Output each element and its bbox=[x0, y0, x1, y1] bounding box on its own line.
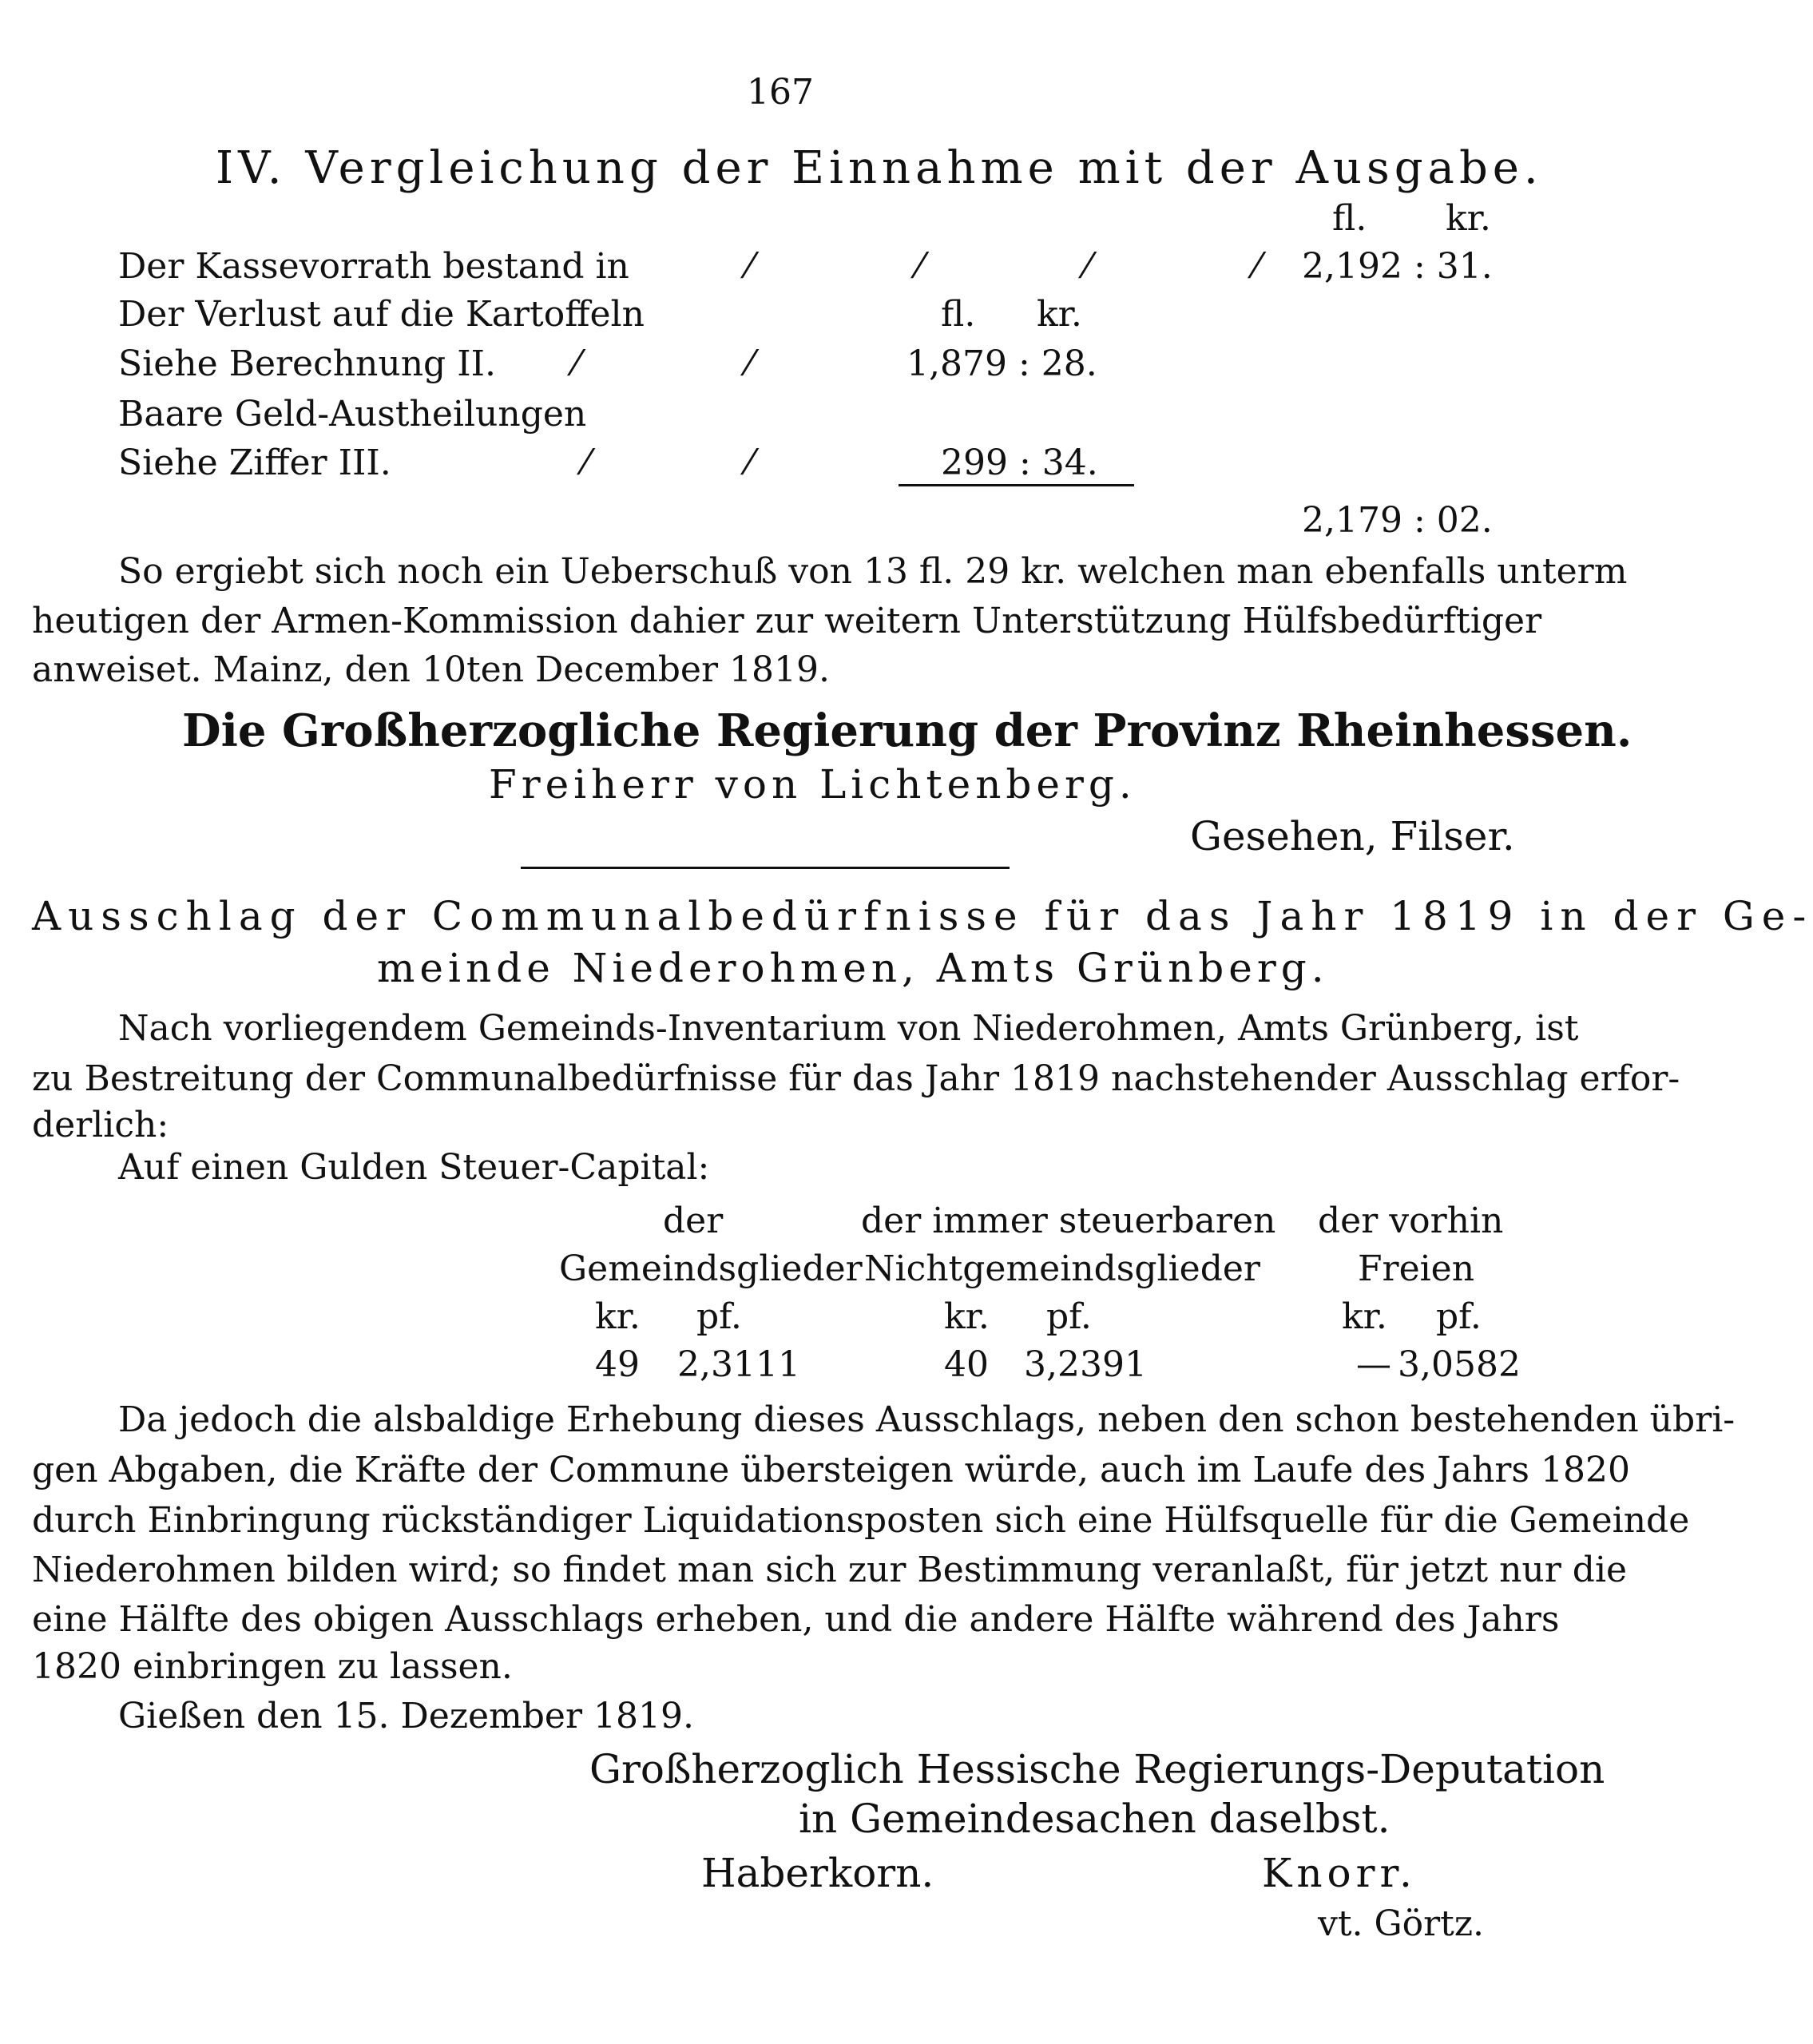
paragraph-line: 1820 einbringen zu lassen. bbox=[32, 1646, 513, 1687]
col-head-nichtgemeindsglieder-2: Nichtgemeindsglieder bbox=[864, 1248, 1260, 1289]
signer-goertz: vt. Görtz. bbox=[1318, 1903, 1485, 1944]
col-head-freien-2: Freien bbox=[1358, 1248, 1475, 1289]
line-berechnung: Siehe Berechnung II. bbox=[118, 343, 496, 384]
col-head-freien-1: der vorhin bbox=[1318, 1201, 1504, 1241]
signer-knorr: Knorr. bbox=[1262, 1850, 1417, 1896]
value-gemeindsglieder-kr: 49 bbox=[595, 1344, 640, 1385]
line-verlust: Der Verlust auf die Kartoffeln bbox=[118, 294, 645, 335]
unit-pf: pf. bbox=[1436, 1296, 1482, 1337]
paragraph-line: Niederohmen bilden wird; so findet man sich zur Bestimmung veranlaßt, für jetzt nur die bbox=[32, 1550, 1628, 1590]
column-header-fl: fl. bbox=[1332, 198, 1367, 239]
paragraph-line: zu Bestreitung der Communalbedürfnisse für das Jahr 1819 nachstehender Ausschlag erfor- bbox=[32, 1058, 1680, 1099]
dot-leader: ⁄ bbox=[1085, 246, 1091, 287]
paragraph-line: So ergiebt sich noch ein Ueberschuß von 13 fl. 29 kr. welchen man ebenfalls unterm bbox=[118, 551, 1628, 592]
unit-pf: pf. bbox=[1046, 1296, 1092, 1337]
amount-berechnung: 1,879 : 28. bbox=[906, 343, 1097, 384]
paragraph-line: durch Einbringung rückständiger Liquidationsposten sich eine Hülfsquelle für die Gemeinde bbox=[32, 1500, 1690, 1541]
line-geld-austheilungen: Baare Geld-Austheilungen bbox=[118, 394, 587, 435]
section-heading: IV. Vergleichung der Einnahme mit der Ausgabe. bbox=[216, 142, 1543, 194]
paragraph-line: eine Hälfte des obigen Ausschlags erheben, und die andere Hälfte während des Jahrs bbox=[32, 1599, 1560, 1640]
col-head-nichtgemeindsglieder-1: der immer steuerbaren bbox=[861, 1201, 1276, 1241]
unit-kr: kr. bbox=[944, 1296, 990, 1337]
col-head-gemeindsglieder-1: der bbox=[663, 1201, 724, 1241]
total-amount: 2,179 : 02. bbox=[1302, 500, 1493, 541]
dot-leader: ⁄ bbox=[917, 246, 923, 287]
value-gemeindsglieder-pf: 2,3111 bbox=[677, 1344, 800, 1385]
col-head-gemeindsglieder-2: Gemeindsglieder bbox=[559, 1248, 863, 1289]
value-freien-kr: — bbox=[1356, 1344, 1391, 1385]
unit-kr: kr. bbox=[1342, 1296, 1387, 1337]
paragraph-line: Da jedoch die alsbaldige Erhebung dieses Ausschlags, neben den schon bestehenden übri- bbox=[118, 1399, 1736, 1440]
paragraph-line: derlich: bbox=[32, 1105, 169, 1145]
dot-leader: ⁄ bbox=[747, 443, 753, 483]
sub-header-fl: fl. bbox=[941, 294, 976, 335]
value-freien-pf: 3,0582 bbox=[1398, 1344, 1521, 1385]
section-divider bbox=[521, 867, 1010, 869]
ausschlag-title: Ausschlag der Communalbedürfnisse für das Jahr 1819 in der Ge- bbox=[32, 893, 1813, 939]
place-date: Gießen den 15. Dezember 1819. bbox=[118, 1696, 694, 1736]
unit-kr: kr. bbox=[595, 1296, 641, 1337]
dot-leader: ⁄ bbox=[583, 443, 589, 483]
amount-kassevorrath: 2,192 : 31. bbox=[1302, 246, 1493, 287]
line-kassevorrath: Der Kassevorrath bestand in bbox=[118, 246, 629, 287]
paragraph-line: gen Abgaben, die Kräfte der Commune übersteigen würde, auch im Laufe des Jahrs 1820 bbox=[32, 1450, 1630, 1490]
sub-header-kr: kr. bbox=[1037, 294, 1082, 335]
dot-leader: ⁄ bbox=[747, 246, 753, 287]
value-nichtgemeindsglieder-kr: 40 bbox=[944, 1344, 989, 1385]
line-ziffer: Siehe Ziffer III. bbox=[118, 443, 391, 483]
dot-leader: ⁄ bbox=[1254, 246, 1260, 287]
paragraph-line: anweiset. Mainz, den 10ten December 1819. bbox=[32, 649, 830, 690]
authority-line: in Gemeindesachen daselbst. bbox=[799, 1796, 1390, 1842]
dot-leader: ⁄ bbox=[747, 343, 753, 384]
authority-name: Die Großherzogliche Regierung der Provinz Rheinhessen. bbox=[182, 704, 1632, 757]
page-number: 167 bbox=[747, 72, 814, 113]
column-header-kr: kr. bbox=[1446, 198, 1491, 239]
sum-rule bbox=[899, 484, 1134, 486]
value-nichtgemeindsglieder-pf: 3,2391 bbox=[1024, 1344, 1147, 1385]
signer-name: Freiherr von Lichtenberg. bbox=[489, 761, 1137, 808]
paragraph-line: Nach vorliegendem Gemeinds-Inventarium von Niederohmen, Amts Grünberg, ist bbox=[118, 1008, 1579, 1049]
seen-by: Gesehen, Filser. bbox=[1190, 813, 1515, 859]
signer-haberkorn: Haberkorn. bbox=[701, 1850, 934, 1896]
amount-ziffer: 299 : 34. bbox=[941, 443, 1098, 483]
paragraph-line: heutigen der Armen-Kommission dahier zur weitern Unterstützung Hülfsbedürftiger bbox=[32, 601, 1542, 641]
authority-line: Großherzoglich Hessische Regierungs-Deputation bbox=[589, 1746, 1605, 1792]
unit-pf: pf. bbox=[696, 1296, 742, 1337]
capital-label: Auf einen Gulden Steuer-Capital: bbox=[118, 1147, 710, 1188]
dot-leader: ⁄ bbox=[573, 343, 580, 384]
ausschlag-title-cont: meinde Niederohmen, Amts Grünberg. bbox=[377, 945, 1329, 991]
